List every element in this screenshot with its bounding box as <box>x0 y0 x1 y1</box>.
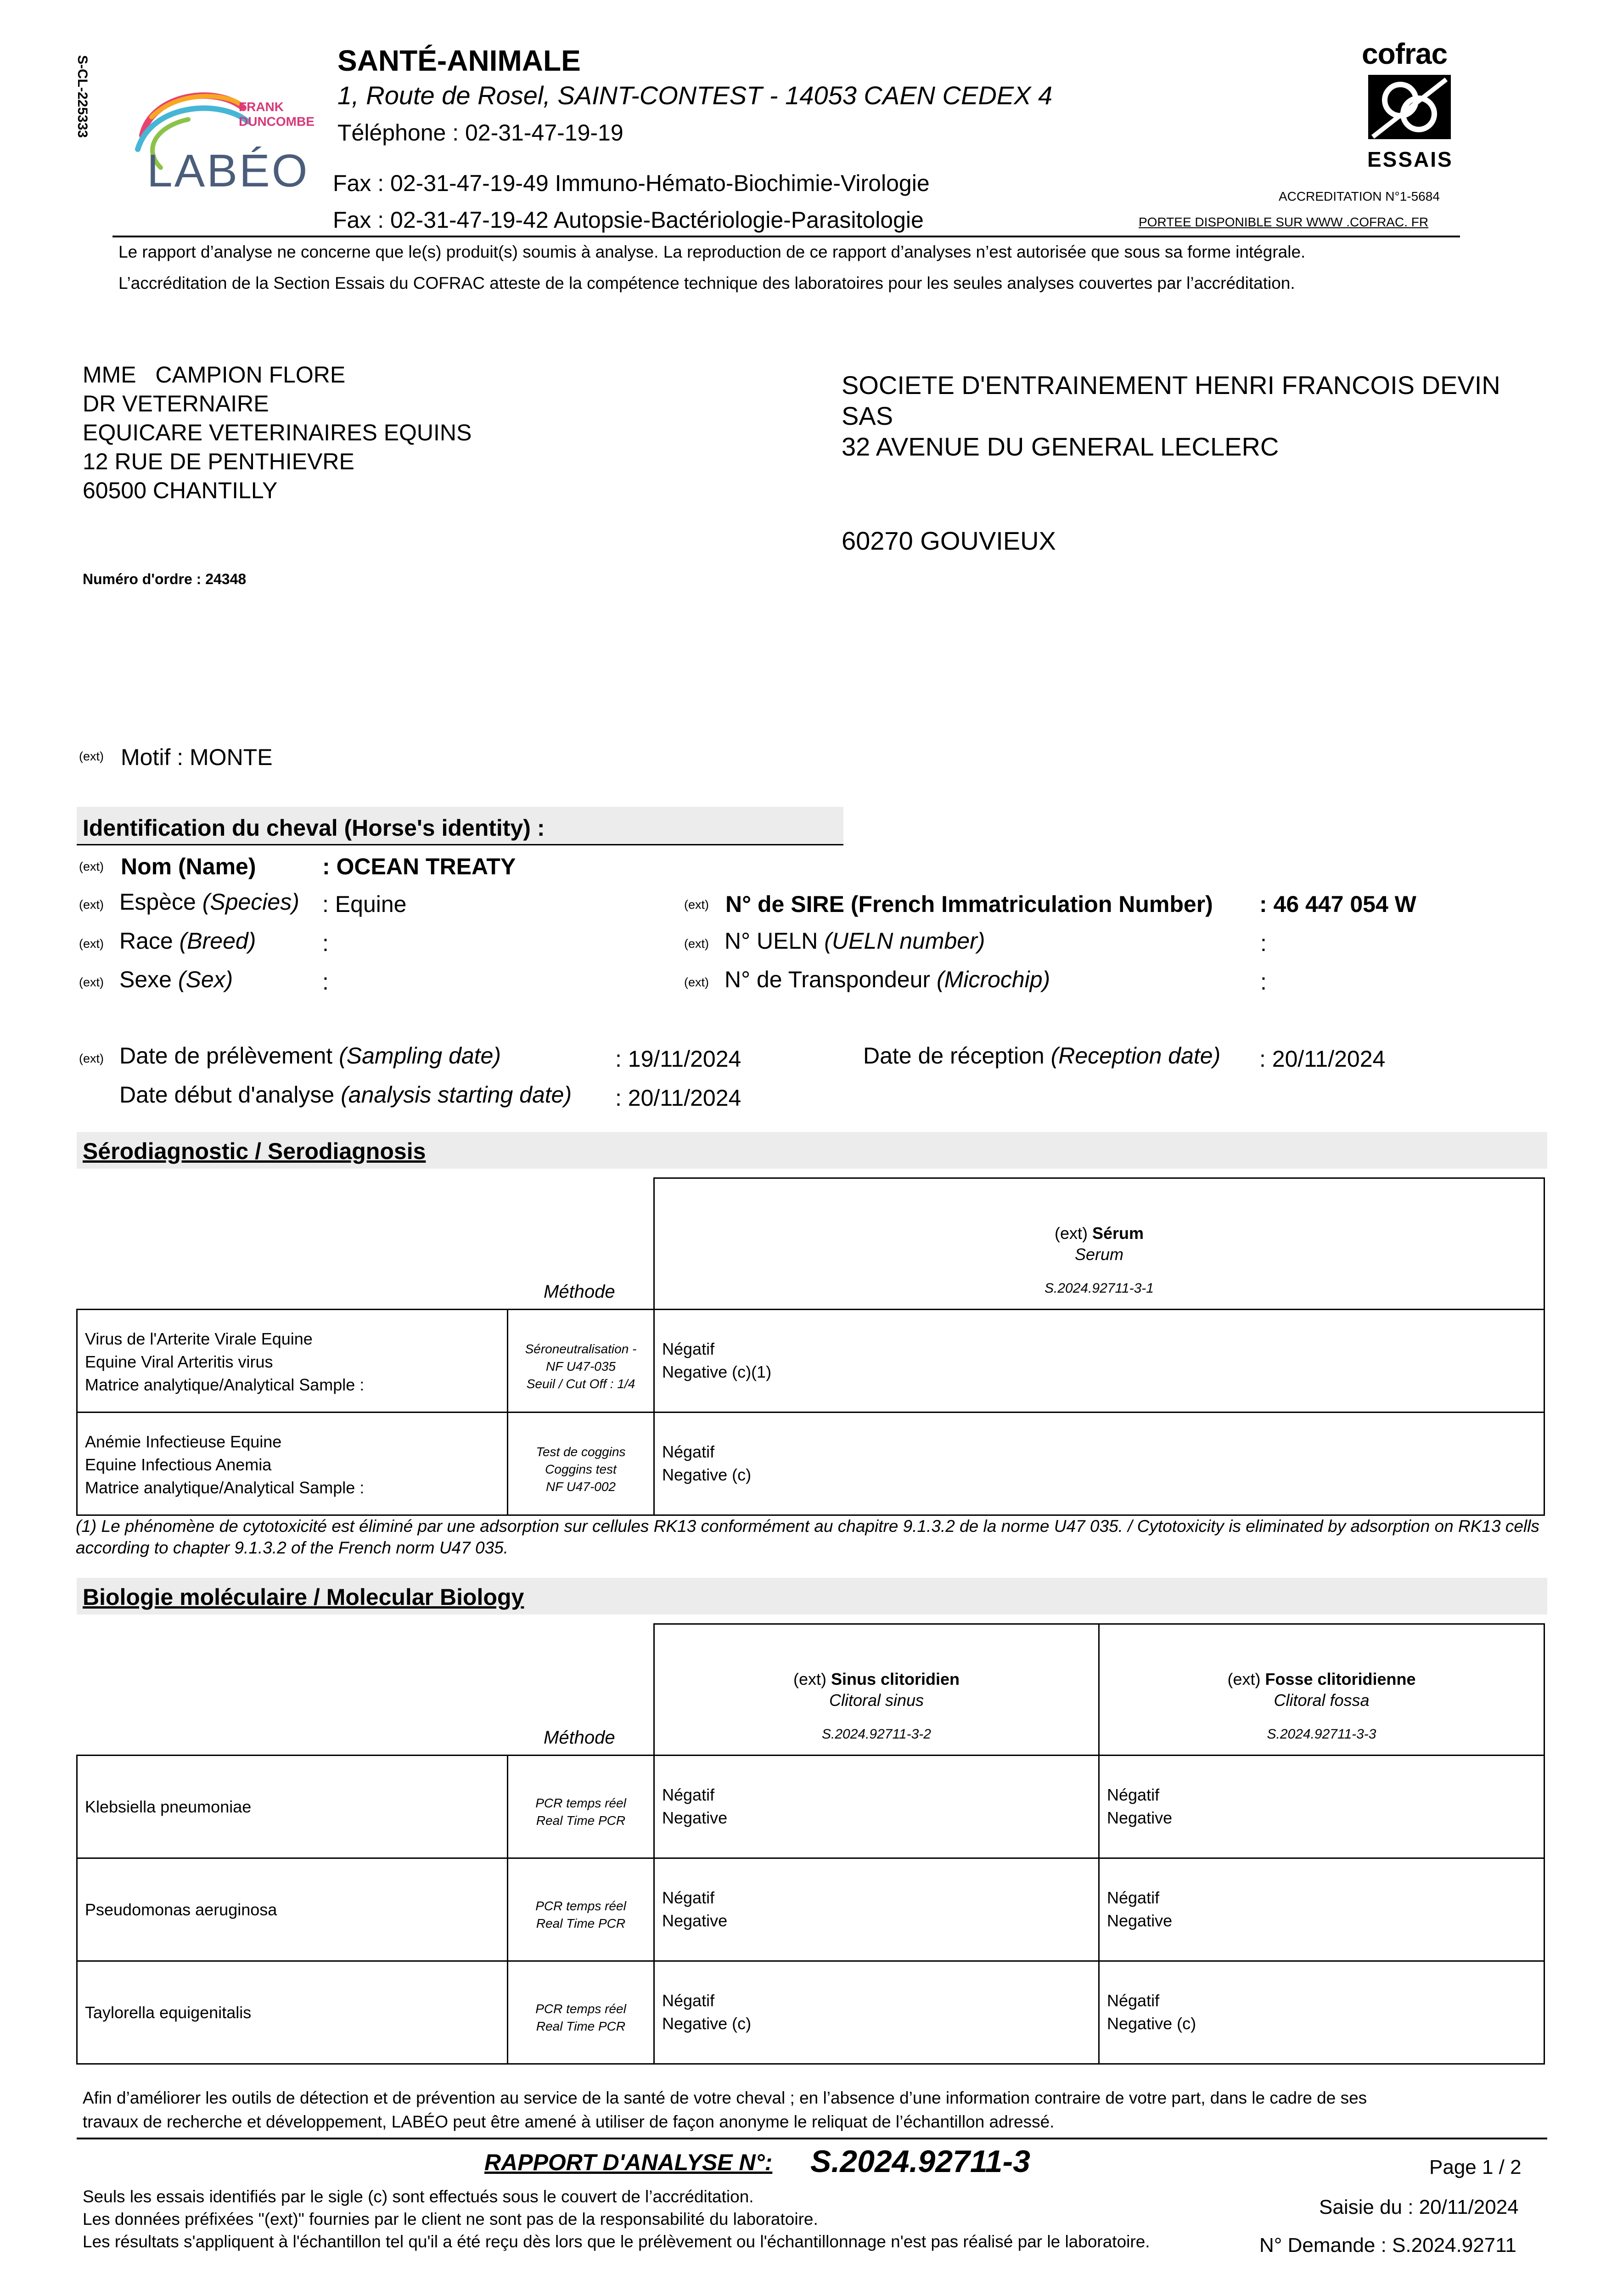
cofrac-logo <box>1359 37 1460 174</box>
method-line: NF U47-035 <box>545 1359 616 1373</box>
horse-breed-value: : <box>322 930 329 956</box>
reception-en: (Reception date) <box>1050 1043 1221 1069</box>
footer-rule <box>77 2138 1547 2139</box>
side-code: S-CL-225333 <box>75 55 90 138</box>
report-label: RAPPORT D'ANALYSE N°: <box>484 2150 773 2175</box>
ext-tag: (ext) <box>79 860 104 873</box>
result-fr: Négatif <box>1107 1888 1160 1907</box>
reception-date-label <box>863 1042 1220 1069</box>
sex-en: (Sex) <box>178 967 233 992</box>
molbio-section-title: Biologie moléculaire / Molecular Biology <box>83 1584 524 1610</box>
horse-sex-label <box>119 966 233 993</box>
result-fr: Négatif <box>662 1991 715 2010</box>
horse-sire-label: N° de SIRE (French Immatriculation Number) <box>725 891 1213 917</box>
order-number: Numéro d'ordre : 24348 <box>83 571 247 587</box>
sero-table <box>76 1177 1545 1516</box>
analyte-name: Taylorella equigenitalis <box>85 2003 252 2022</box>
sero-sample-code: S.2024.92711-3-1 <box>1045 1281 1154 1296</box>
table-row <box>77 1412 1544 1515</box>
sex-fr: Sexe <box>119 967 172 992</box>
footer-page: Page 1 / 2 <box>1429 2156 1522 2178</box>
sero-section-title: Sérodiagnostic / Serodiagnosis <box>83 1138 426 1164</box>
method-line: PCR temps réel <box>535 1796 626 1810</box>
method-line: Real Time PCR <box>536 2019 626 2033</box>
motif: Motif : MONTE <box>121 744 273 770</box>
method-line: Test de coggins <box>536 1445 626 1459</box>
molbio-sample-name: (ext) Sinus clitoridien <box>793 1670 960 1688</box>
result-fr: Négatif <box>1107 1785 1160 1804</box>
table-row <box>77 1858 1544 1961</box>
lab-phone: Téléphone : 02-31-47-19-19 <box>337 120 623 146</box>
analyte-name-en: Equine Viral Arteritis virus <box>85 1352 273 1371</box>
method-line: Séroneutralisation - <box>525 1342 637 1356</box>
cofrac-accreditation: ACCREDITATION N°1-5684 <box>1279 189 1440 203</box>
horse-breed-label <box>119 928 256 954</box>
recipient-line: EQUICARE VETERINAIRES EQUINS <box>83 420 472 445</box>
horse-sex-value: : <box>322 969 329 995</box>
footer-saisie: Saisie du : 20/11/2024 <box>1319 2196 1519 2218</box>
result-fr: Négatif <box>662 1442 715 1461</box>
footer-note2: Les données préfixées "(ext)" fournies par le client ne sont pas de la responsabilité du laboratoire. <box>83 2210 818 2228</box>
horse-transponder-value: : <box>1260 969 1267 995</box>
ext-tag: (ext) <box>684 937 709 951</box>
species-en: (Species) <box>202 889 299 915</box>
species-fr: Espèce <box>119 889 196 915</box>
lab-fax2: Fax : 02-31-47-19-42 Autopsie-Bactériologie-Parasitologie <box>333 207 924 233</box>
report-number: S.2024.92711-3 <box>810 2144 1030 2179</box>
horse-ueln-label <box>724 928 985 954</box>
horse-transponder-label <box>724 966 1050 993</box>
owner-line: SOCIETE D'ENTRAINEMENT HENRI FRANCOIS DEVIN <box>842 371 1500 400</box>
sampling-date-value: : 19/11/2024 <box>615 1046 741 1072</box>
result-fr: Négatif <box>662 1339 715 1358</box>
analyte-name: Virus de l'Arterite Virale Equine <box>85 1329 313 1348</box>
logo-wordmark: LABÉO <box>147 145 309 197</box>
ext-tag: (ext) <box>79 937 104 951</box>
molbio-sample-code: S.2024.92711-3-2 <box>822 1727 931 1742</box>
analyte-matrix: Matrice analytique/Analytical Sample : <box>85 1478 365 1497</box>
table-row <box>77 1310 1544 1412</box>
result-fr: Négatif <box>662 1888 715 1907</box>
molbio-sample-header <box>654 1624 1099 1756</box>
lab-fax1: Fax : 02-31-47-19-49 Immuno-Hémato-Biochimie-Virologie <box>333 170 930 196</box>
result-en: Negative (c) <box>662 1465 752 1484</box>
owner-city: 60270 GOUVIEUX <box>842 526 1056 555</box>
recipient-line: 12 RUE DE PENTHIEVRE <box>83 449 354 474</box>
method-line: NF U47-002 <box>545 1480 616 1494</box>
molbio-method-header: Méthode <box>544 1728 615 1748</box>
footer-note3: Les résultats s'appliquent à l'échantillon tel qu'il a été reçu dès lors que le prélèvement ou l'échantillonnage n'est pas réalisé par le laboratoire. <box>83 2232 1150 2251</box>
horse-sire-value: : 46 447 054 W <box>1259 891 1416 917</box>
start-en: (analysis starting date) <box>341 1082 572 1108</box>
start-date-label <box>119 1081 572 1108</box>
molbio-sample-header <box>1099 1624 1544 1756</box>
analyte-name-en: Equine Infectious Anemia <box>85 1455 272 1474</box>
ext-tag: (ext) <box>684 975 709 989</box>
cofrac-essais: ESSAIS <box>1367 147 1453 171</box>
ueln-fr: N° UELN <box>724 928 818 954</box>
result-en: Negative <box>662 1808 728 1827</box>
sero-sample-name: (ext) Sérum <box>1054 1224 1144 1243</box>
disclaimer-line2: L’accréditation de la Section Essais du COFRAC atteste de la compétence technique des laboratoires pour les seules analyses couvertes par l’accréditation. <box>118 274 1295 293</box>
reception-fr: Date de réception <box>863 1043 1045 1069</box>
horse-species-label <box>119 889 299 915</box>
cofrac-portee: PORTEE DISPONIBLE SUR WWW .COFRAC. FR <box>1139 215 1429 229</box>
method-line: Coggins test <box>545 1462 617 1476</box>
logo-brand-line2: DUNCOMBE <box>239 114 314 129</box>
sero-sample-name-en: Serum <box>1074 1245 1124 1264</box>
footer-demande: N° Demande : S.2024.92711 <box>1259 2234 1516 2257</box>
logo-brand-line1: FRANK <box>239 100 284 114</box>
method-line: PCR temps réel <box>535 2002 626 2016</box>
horse-name-value: : OCEAN TREATY <box>322 854 516 879</box>
horse-section-rule <box>77 844 843 845</box>
molbio-sample-name: (ext) Fosse clitoridienne <box>1227 1670 1416 1688</box>
analyte-name: Anémie Infectieuse Equine <box>85 1432 282 1451</box>
lab-address: 1, Route de Rosel, SAINT-CONTEST - 14053 CAEN CEDEX 4 <box>337 81 1053 110</box>
horse-name-label: Nom (Name) <box>121 854 256 879</box>
molbio-table <box>76 1623 1545 2065</box>
analyte-name: Pseudomonas aeruginosa <box>85 1900 277 1919</box>
horse-ueln-value: : <box>1260 930 1267 956</box>
molbio-sample-code: S.2024.92711-3-3 <box>1267 1727 1376 1742</box>
reception-date-value: : 20/11/2024 <box>1259 1046 1386 1072</box>
molbio-method-header-cell <box>77 1624 654 1756</box>
ext-tag: (ext) <box>79 749 104 763</box>
result-en: Negative <box>662 1911 728 1930</box>
header-rule <box>112 236 1460 237</box>
breed-fr: Race <box>119 928 173 954</box>
result-en: Negative (c) <box>1107 2014 1196 2033</box>
molbio-sample-name-en: Clitoral sinus <box>829 1691 924 1710</box>
improve-note-line2: travaux de recherche et développement, LABÉO peut être amené à utiliser de façon anonyme le reliquat de l’échantillon adressé. <box>83 2112 1055 2131</box>
cofrac-emblem-icon <box>1364 73 1455 141</box>
owner-line: 32 AVENUE DU GENERAL LECLERC <box>842 432 1279 461</box>
owner-address <box>842 370 1500 462</box>
start-date-value: : 20/11/2024 <box>615 1085 741 1111</box>
analyte-name: Klebsiella pneumoniae <box>85 1797 252 1816</box>
result-en: Negative <box>1107 1911 1173 1930</box>
recipient-address <box>83 360 472 505</box>
breed-en: (Breed) <box>179 928 256 954</box>
labeo-logo <box>124 76 326 195</box>
recipient-line: DR VETERNAIRE <box>83 391 269 416</box>
ext-tag: (ext) <box>684 898 709 912</box>
sampling-en: (Sampling date) <box>339 1043 501 1069</box>
result-fr: Négatif <box>662 1785 715 1804</box>
owner-line: SAS <box>842 401 893 430</box>
result-fr: Négatif <box>1107 1991 1160 2010</box>
method-line: Seuil / Cut Off : 1/4 <box>526 1377 635 1391</box>
sampling-fr: Date de prélèvement <box>119 1043 333 1069</box>
sero-footnote: (1) Le phénomène de cytotoxicité est éliminé par une adsorption sur cellules RK13 conformément au chapitre 9.1.3.2 de la norme U47 035. / Cytotoxicity is eliminated by adsorption on RK13 cells according to chapter 9.1.3.2 of the French norm U47 035. <box>76 1517 1539 1557</box>
improve-note-line1: Afin d’améliorer les outils de détection et de prévention au service de la santé de votre cheval ; en l’absence d’une information contraire de votre part, dans le cadre de ses <box>83 2088 1367 2107</box>
transponder-en: (Microchip) <box>936 967 1050 992</box>
sero-sample-header <box>654 1178 1544 1310</box>
ueln-en: (UELN number) <box>824 928 985 954</box>
ext-tag: (ext) <box>79 898 104 912</box>
lab-title: SANTÉ-ANIMALE <box>337 44 581 77</box>
recipient-line: MME CAMPION FLORE <box>83 362 346 388</box>
horse-section-title: Identification du cheval (Horse's identity) : <box>83 815 545 841</box>
start-fr: Date début d'analyse <box>119 1082 335 1108</box>
table-row <box>77 1756 1544 1858</box>
molbio-sample-name-en: Clitoral fossa <box>1274 1691 1370 1710</box>
method-line: Real Time PCR <box>536 1916 626 1930</box>
sampling-date-label <box>119 1042 501 1069</box>
method-line: Real Time PCR <box>536 1813 626 1828</box>
ext-tag: (ext) <box>79 975 104 989</box>
disclaimer-line1: Le rapport d’analyse ne concerne que le(s) produit(s) soumis à analyse. La reproduction de ce rapport d’analyses n’est autorisée que sous sa forme intégrale. <box>118 242 1306 261</box>
recipient-line: 60500 CHANTILLY <box>83 478 278 503</box>
ext-tag: (ext) <box>79 1052 104 1065</box>
horse-species-value: : Equine <box>322 891 407 917</box>
table-row <box>77 1961 1544 2064</box>
cofrac-wordmark: cofrac <box>1362 37 1448 70</box>
result-en: Negative <box>1107 1808 1173 1827</box>
result-en: Negative (c) <box>662 2014 752 2033</box>
result-en: Negative (c)(1) <box>662 1362 772 1381</box>
method-line: PCR temps réel <box>535 1899 626 1913</box>
sero-method-header: Méthode <box>544 1282 615 1302</box>
sero-method-header-cell <box>77 1178 654 1310</box>
analyte-matrix: Matrice analytique/Analytical Sample : <box>85 1375 365 1394</box>
transponder-fr: N° de Transpondeur <box>724 967 931 992</box>
footer-note1: Seuls les essais identifiés par le sigle (c) sont effectués sous le couvert de l’accréditation. <box>83 2187 754 2206</box>
